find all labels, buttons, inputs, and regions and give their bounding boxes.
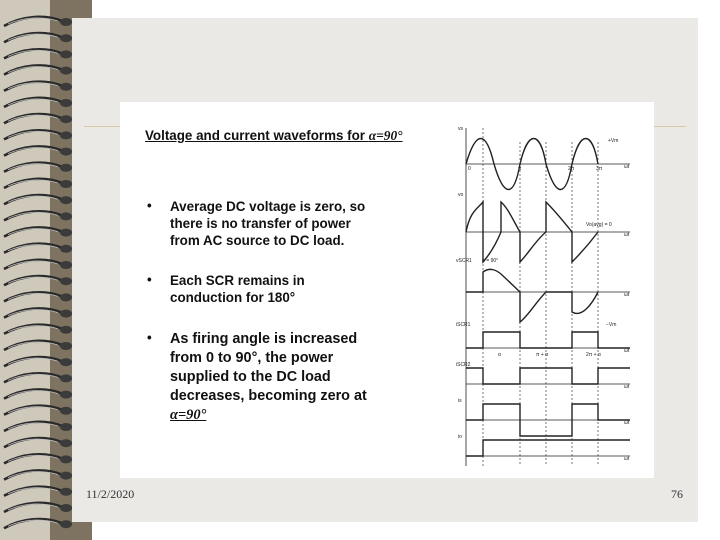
spiral-ring-icon xyxy=(4,146,72,155)
svg-text:iSCR2: iSCR2 xyxy=(456,362,471,368)
svg-text:ωt: ωt xyxy=(624,384,630,390)
svg-text:π + α: π + α xyxy=(536,352,549,358)
bullet-text-3: As firing angle is increased from 0 to 90°, the power supplied to the DC load decreases, becoming zero at α=90° xyxy=(170,331,367,423)
spiral-ring-icon xyxy=(4,195,72,204)
svg-text:α: α xyxy=(498,352,501,358)
spiral-ring-icon xyxy=(4,308,72,317)
spiral-ring-icon xyxy=(4,244,72,253)
svg-text:ωt: ωt xyxy=(624,164,630,170)
spiral-ring-icon xyxy=(4,454,72,463)
spiral-ring-icon xyxy=(4,292,72,301)
spiral-ring-icon xyxy=(4,49,72,58)
svg-text:ωt: ωt xyxy=(624,456,630,462)
spiral-ring-icon xyxy=(4,227,72,236)
svg-text:io: io xyxy=(458,434,462,440)
bullet-text-2: Each SCR remains in conduction for 180° xyxy=(170,273,305,305)
spiral-ring-icon xyxy=(4,33,72,42)
spiral-ring-icon xyxy=(4,487,72,496)
spiral-ring-icon xyxy=(4,325,72,334)
svg-text:3π: 3π xyxy=(596,166,603,172)
spiral-ring-icon xyxy=(4,114,72,123)
spiral-ring-icon xyxy=(4,470,72,479)
spiral-ring-icon xyxy=(4,357,72,366)
spiral-ring-icon xyxy=(4,163,72,172)
spiral-ring-icon xyxy=(4,98,72,107)
spiral-ring-icon xyxy=(4,389,72,398)
bullet-marker: • xyxy=(147,330,152,345)
spiral-ring-icon xyxy=(4,519,72,528)
svg-text:vo: vo xyxy=(458,192,464,198)
slide-title: Voltage and current waveforms for α=90° xyxy=(145,128,403,143)
svg-text:vSCR1: vSCR1 xyxy=(456,258,472,264)
bullet-text-1: Average DC voltage is zero, so there is no transfer of power from AC source to DC load. xyxy=(170,199,366,248)
spiral-ring-icon xyxy=(4,179,72,188)
spiral-binding-icon xyxy=(0,0,90,540)
svg-text:+Vm: +Vm xyxy=(608,138,619,144)
svg-text:vs: vs xyxy=(458,126,463,132)
svg-text:2π + α: 2π + α xyxy=(586,352,601,358)
svg-text:α = 90°: α = 90° xyxy=(482,258,499,264)
spiral-ring-icon xyxy=(4,82,72,91)
svg-text:ωt: ωt xyxy=(624,348,630,354)
svg-text:ωt: ωt xyxy=(624,420,630,426)
spiral-ring-icon xyxy=(4,276,72,285)
svg-text:2π: 2π xyxy=(568,166,575,172)
svg-text:iSCR1: iSCR1 xyxy=(456,322,471,328)
spiral-ring-icon xyxy=(4,211,72,220)
spiral-ring-icon xyxy=(4,341,72,350)
spiral-ring-icon xyxy=(4,406,72,415)
spiral-ring-icon xyxy=(4,17,72,26)
svg-text:−Vm: −Vm xyxy=(606,322,617,328)
svg-text:is: is xyxy=(458,398,462,404)
spiral-ring-icon xyxy=(4,438,72,447)
svg-text:Vo(avg) = 0: Vo(avg) = 0 xyxy=(586,222,612,228)
spiral-ring-icon xyxy=(4,373,72,382)
slide-image xyxy=(120,102,654,478)
spiral-ring-icon xyxy=(4,130,72,139)
spiral-ring-icon xyxy=(4,260,72,269)
bullet-marker: • xyxy=(147,272,152,287)
svg-text:π: π xyxy=(518,166,522,172)
spiral-ring-icon xyxy=(4,65,72,74)
svg-text:ωt: ωt xyxy=(624,292,630,298)
waveform-diagram xyxy=(456,122,646,468)
spiral-ring-icon xyxy=(4,422,72,431)
footer-date: 11/2/2020 xyxy=(86,487,135,501)
spiral-ring-icon xyxy=(4,503,72,512)
page-number: 76 xyxy=(671,487,683,501)
svg-text:ωt: ωt xyxy=(624,232,630,238)
bullet-marker: • xyxy=(147,198,152,213)
svg-text:0: 0 xyxy=(468,166,471,172)
